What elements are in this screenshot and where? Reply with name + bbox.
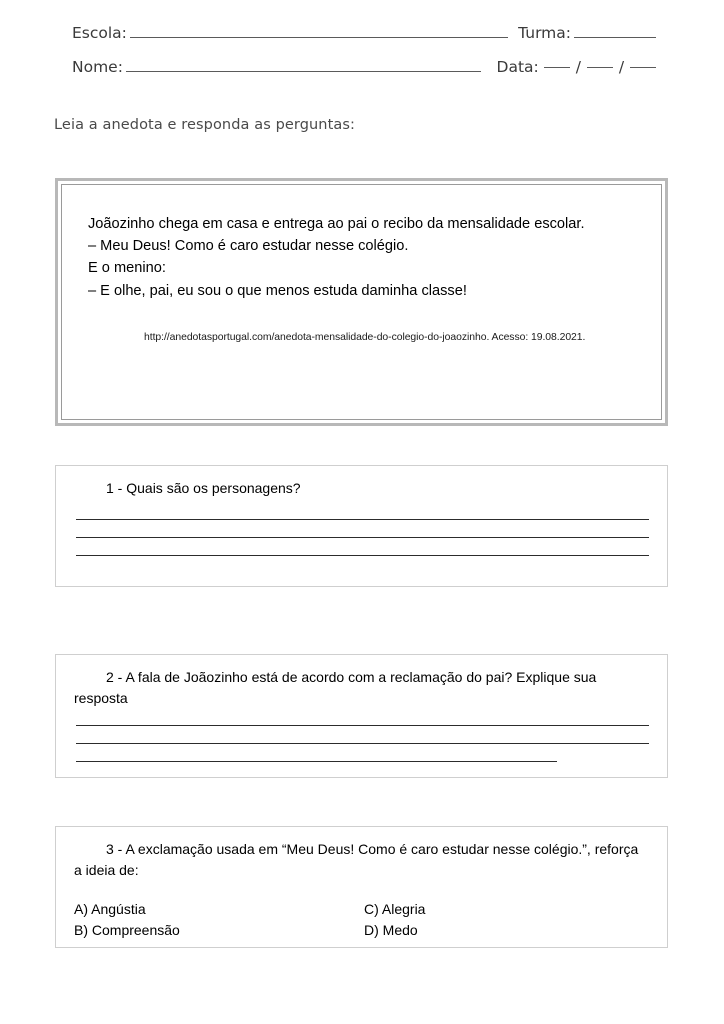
answer-line[interactable] [76, 538, 649, 556]
date-separator-2: / [618, 58, 625, 76]
choices-column-right [364, 899, 425, 941]
student-info-header [72, 24, 656, 76]
answer-line[interactable] [76, 502, 649, 520]
question-2-label: A fala de Joãozinho está de acordo com a reclamação do pai? Explique sua resposta [74, 669, 597, 706]
turma-input-line[interactable] [574, 26, 656, 38]
data-label: Data: [496, 58, 539, 76]
anecdote-line: E o menino: [88, 260, 166, 277]
anecdote-box [55, 178, 668, 426]
date-separator-1: / [575, 58, 581, 76]
header-row-escola-turma [72, 24, 656, 42]
date-day-slot[interactable] [544, 56, 570, 68]
escola-label: Escola: [72, 24, 127, 42]
choice-option-d[interactable]: D) Medo [364, 922, 418, 938]
escola-input-line[interactable] [130, 26, 508, 38]
question-box-1 [55, 465, 668, 587]
date-field[interactable] [544, 56, 656, 76]
question-1-text [56, 466, 667, 499]
question-2-number: 2 - [106, 669, 123, 685]
anecdote-line: – Meu Deus! Como é caro estudar nesse colégio. [88, 238, 409, 255]
question-3-label: A exclamação usada em “Meu Deus! Como é caro estudar nesse colégio.”, reforça a ideia de: [74, 841, 639, 878]
choice-option-c[interactable]: C) Alegria [364, 901, 426, 917]
turma-label: Turma: [518, 24, 571, 42]
answer-line[interactable] [76, 520, 649, 538]
question-box-2 [55, 654, 668, 778]
question-3-choices [74, 899, 649, 941]
question-1-answer-area[interactable] [76, 502, 649, 556]
question-2-answer-area[interactable] [76, 708, 649, 762]
question-box-3 [55, 826, 668, 948]
answer-line[interactable] [76, 744, 557, 762]
header-row-nome-data [72, 56, 656, 76]
nome-input-line[interactable] [126, 60, 481, 72]
question-1-number: 1 - [106, 480, 123, 496]
anecdote-inner-border [61, 184, 662, 420]
question-3-number: 3 - [106, 841, 123, 857]
question-1-label: Quais são os personagens? [126, 480, 301, 496]
date-year-slot[interactable] [630, 56, 656, 68]
answer-line[interactable] [76, 708, 649, 726]
anecdote-line: – E olhe, pai, eu sou o que menos estuda daminha classe! [88, 282, 467, 299]
choice-option-a[interactable]: A) Angústia [74, 901, 146, 917]
question-2-text [56, 655, 667, 709]
choice-option-b[interactable]: B) Compreensão [74, 922, 180, 938]
date-month-slot[interactable] [587, 56, 613, 68]
anecdote-source-citation: http://anedotasportugal.com/anedota-mensalidade-do-colegio-do-joaozinho. Acesso: 19.08.2021. [144, 331, 586, 343]
question-3-text [56, 827, 667, 881]
choices-column-left [74, 899, 364, 941]
answer-line[interactable] [76, 726, 649, 744]
nome-label: Nome: [72, 58, 123, 76]
instruction-text: Leia a anedota e responda as perguntas: [54, 117, 356, 133]
anecdote-text [88, 213, 635, 302]
anecdote-line: Joãozinho chega em casa e entrega ao pai o recibo da mensalidade escolar. [88, 216, 585, 232]
